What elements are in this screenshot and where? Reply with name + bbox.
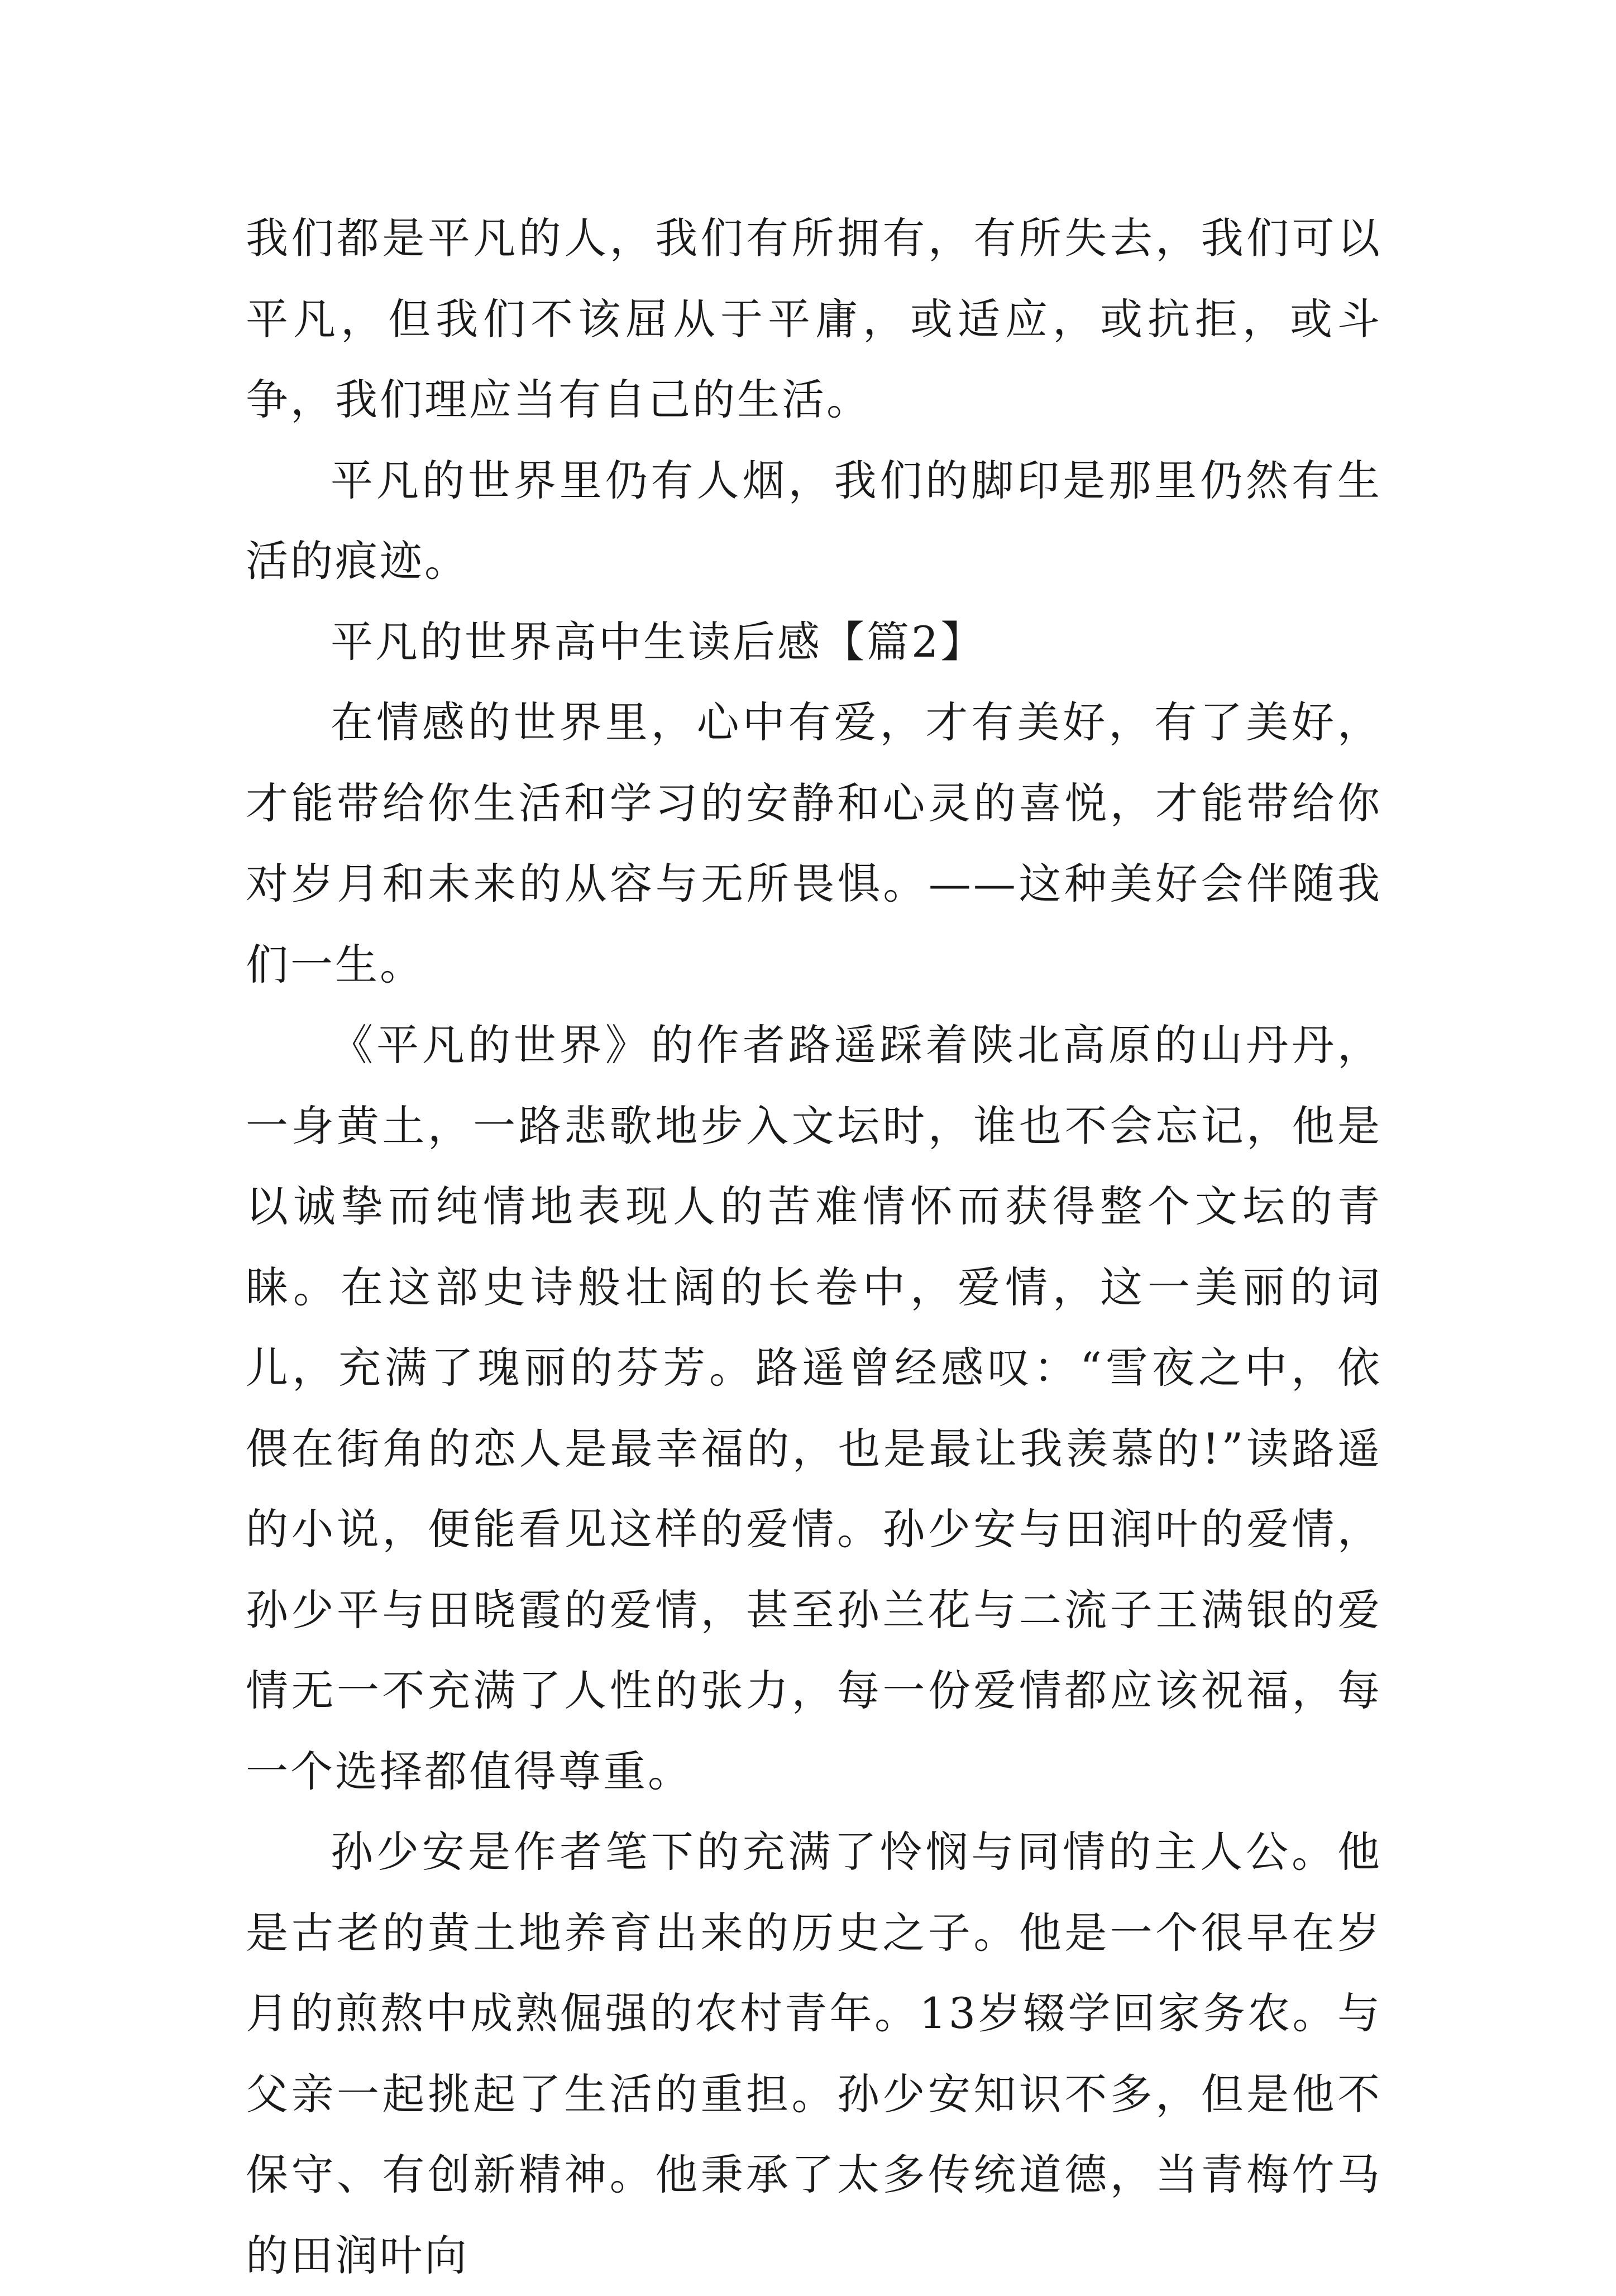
section-heading: 平凡的世界高中生读后感【篇2】 bbox=[331, 616, 986, 667]
document-page bbox=[246, 198, 1382, 2296]
paragraph-2: 平凡的世界里仍有人烟，我们的脚印是那里仍然有生活的痕迹。 bbox=[246, 455, 1382, 586]
paragraph-3: 在情感的世界里，心中有爱，才有美好，有了美好，才能带给你生活和学习的安静和心灵的喜悦，才能带给你对岁月和未来的从容与无所畏惧。——这种美好会伴随我们一生。 bbox=[246, 697, 1382, 989]
paragraph-4: 《平凡的世界》的作者路遥踩着陕北高原的山丹丹，一身黄土，一路悲歌地步入文坛时，谁也不会忘记，他是以诚挚而纯情地表现人的苦难情怀而获得整个文坛的青睐。在这部史诗般壮阔的长卷中，爱情，这一美丽的词儿，充满了瑰丽的芬芳。路遥曾经感叹：“雪夜之中，依偎在街角的恋人是最幸福的，也是最让我羡慕的!”读路遥的小说，便能看见这样的爱情。孙少安与田润叶的爱情，孙少平与田晓霞的爱情，甚至孙兰花与二流子王满银的爱情无一不充满了人性的张力，每一份爱情都应该祝福，每一个选择都值得尊重。 bbox=[246, 1020, 1382, 1796]
paragraph-1: 我们都是平凡的人，我们有所拥有，有所失去，我们可以平凡，但我们不该屈从于平庸，或适应，或抗拒，或斗争，我们理应当有自己的生活。 bbox=[246, 213, 1382, 424]
paragraph-5: 孙少安是作者笔下的充满了怜悯与同情的主人公。他是古老的黄土地养育出来的历史之子。他是一个很早在岁月的煎熬中成熟倔强的农村青年。13岁辍学回家务农。与父亲一起挑起了生活的重担。孙少安知识不多，但是他不保守、有创新精神。他秉承了太多传统道德，当青梅竹马的田润叶向 bbox=[246, 1827, 1382, 2280]
